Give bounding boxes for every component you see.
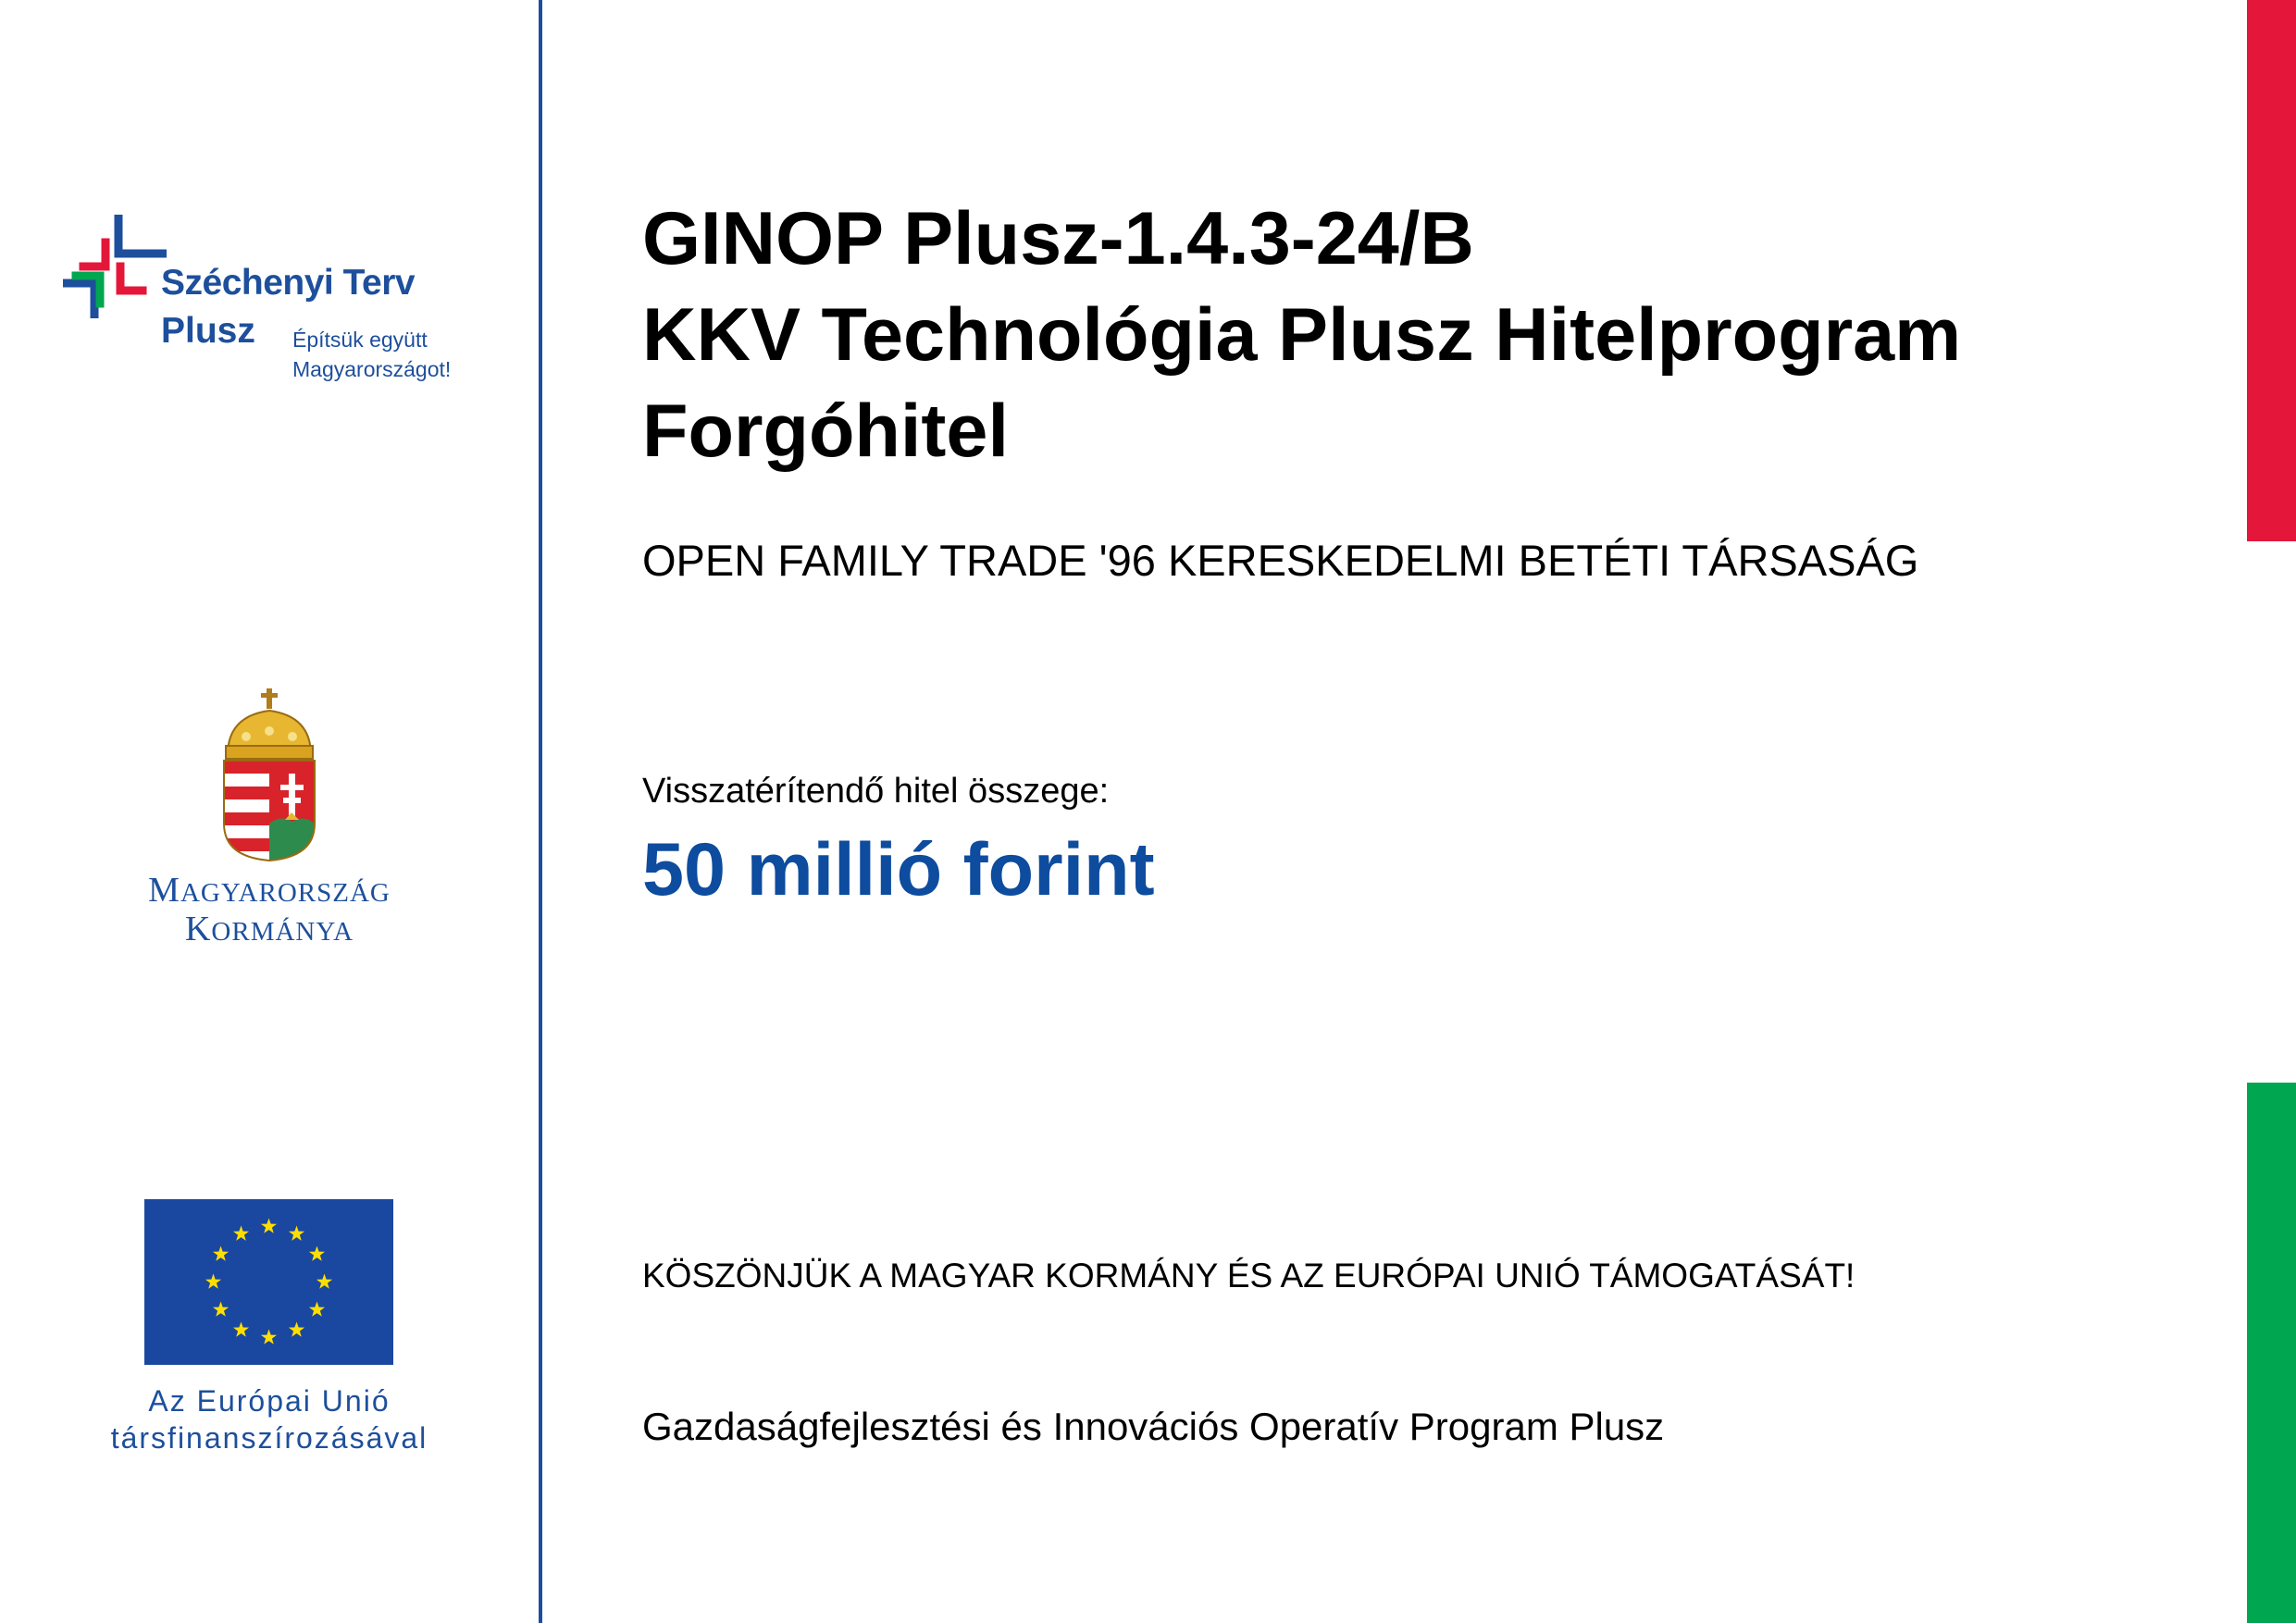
program-name-title: KKV Technológia Plusz Hitelprogram [642,293,1962,377]
logo-sidebar [0,0,539,1623]
szechenyi-tagline-1: Építsük együtt [292,328,428,352]
flag-stripe-red [2247,0,2296,541]
thanks-statement: KÖSZÖNJÜK A MAGYAR KORMÁNY ÉS AZ EURÓPAI UNIÓ TÁMOGATÁSÁT! [642,1257,1855,1295]
loan-amount-value: 50 millió forint [642,828,1155,911]
eu-flag-icon [144,1199,393,1365]
flag-stripe-green [2247,1083,2296,1623]
loan-amount-label: Visszatérítendő hitel összege: [642,772,1110,811]
szechenyi-title: Széchenyi Terv [161,263,416,303]
szechenyi-tagline-2: Magyarországot! [292,357,452,381]
program-code-title: GINOP Plusz-1.4.3-24/B [642,197,1474,280]
government-name-line-2: KORMÁNYA [184,910,354,948]
hungarian-coat-of-arms-icon [209,685,329,862]
szechenyi-plusz: Plusz [161,311,255,351]
beneficiary-company: OPEN FAMILY TRADE '96 KERESKEDELMI BETÉTI TÁRSASÁG [642,536,1919,585]
operative-program-name: Gazdaságfejlesztési és Innovációs Operatív Program Plusz [642,1405,1665,1448]
government-name-line-1: MAGYARORSZÁG [148,871,391,910]
eu-caption-line-2: társfinanszírozásával [110,1421,428,1455]
eu-caption-line-1: Az Európai Unió [148,1384,391,1418]
vertical-divider [539,0,542,1623]
loan-type-title: Forgóhitel [642,390,1009,473]
szechenyi-cross-icon [63,215,167,318]
szechenyi-terv-logo [63,215,489,400]
